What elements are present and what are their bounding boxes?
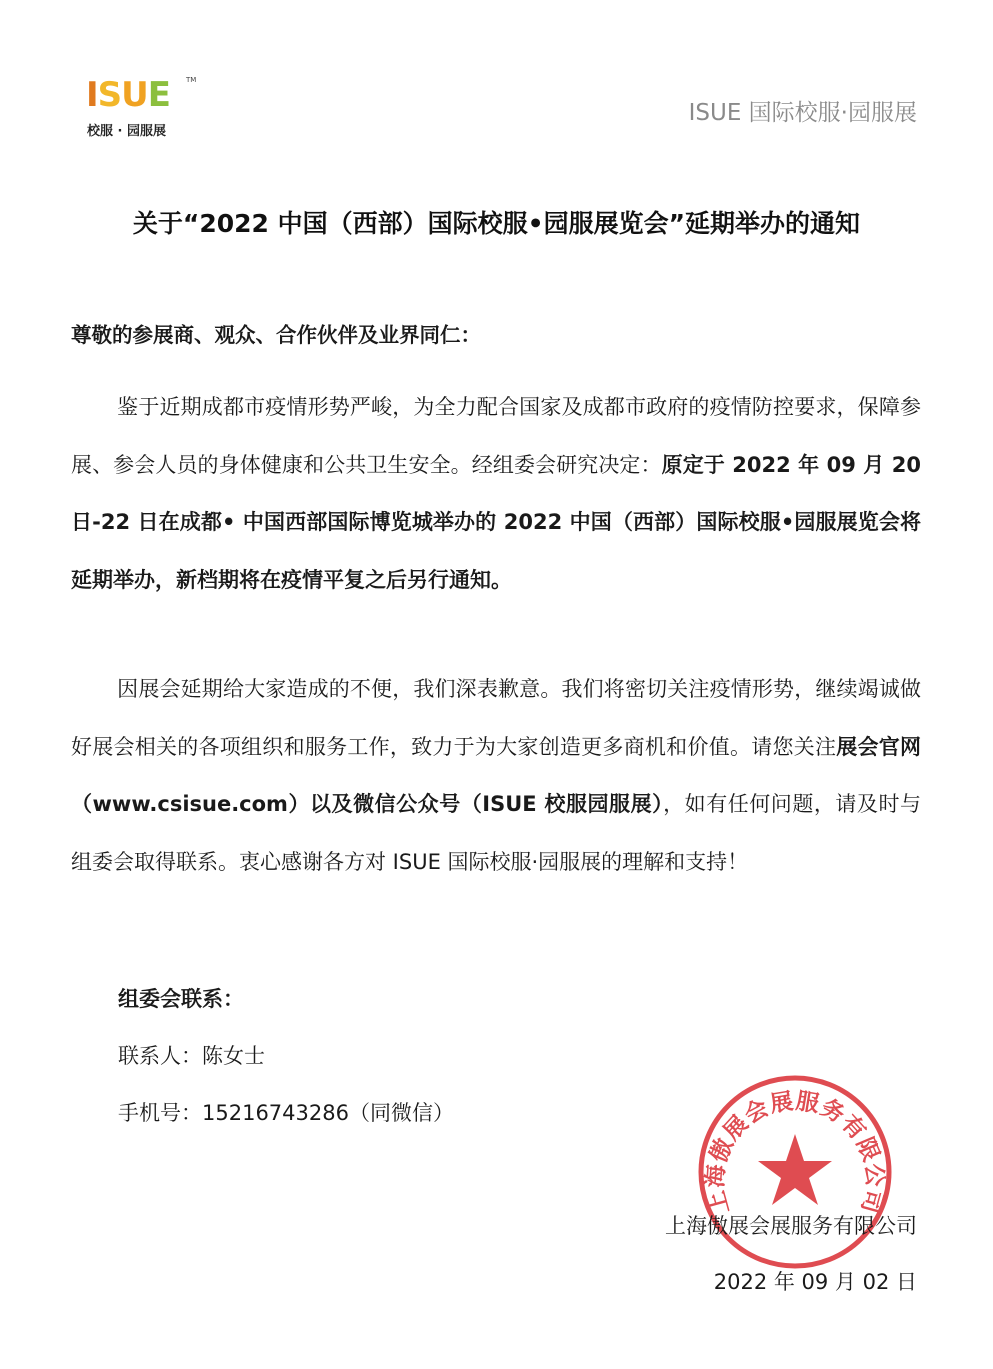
paragraph-announcement-text: 鉴于近期成都市疫情形势严峻，为全力配合国家及成都市政府的疫情防控要求，保障参展、参会人员的身体健康和公共卫生安全。经组委会研究决定： bbox=[71, 395, 921, 477]
svg-text:上海傲展会展服务有限公司: 上海傲展会展服务有限公司 bbox=[702, 1088, 888, 1217]
trademark-symbol: TM bbox=[186, 76, 197, 84]
paragraph-announcement bbox=[71, 379, 921, 609]
contact-heading: 组委会联系： bbox=[118, 987, 244, 1011]
contact-phone: 手机号：15216743286（同微信） bbox=[118, 1101, 454, 1125]
paragraph-announcement-bold: 原定于 2022 年 09 月 20 日-22 日在成都• 中国西部国际博览城举办的 2022 中国（西部）国际校服•园服展览会将延期举办，新档期将在疫情平复之后另行通知。 bbox=[71, 452, 922, 592]
company-seal bbox=[695, 1072, 895, 1272]
company-name: 上海傲展会展服务有限公司 bbox=[665, 1214, 917, 1238]
paragraph-apology bbox=[71, 661, 921, 891]
notice-date: 2022 年 09 月 02 日 bbox=[713, 1270, 917, 1294]
header-brand-text: ISUE 国际校服·园服展 bbox=[688, 100, 917, 126]
logo-subtitle: 校服 · 园服展 bbox=[87, 124, 166, 139]
star-icon bbox=[758, 1134, 832, 1205]
salutation: 尊敬的参展商、观众、合作伙伴及业界同仁： bbox=[71, 323, 481, 347]
isue-logo bbox=[86, 76, 196, 138]
logo-mark: I S U E bbox=[86, 75, 170, 115]
paragraph-apology-text-end: ，如有任何问题，请及时与组委会取得联系。衷心感谢各方对 ISUE 国际校服·园服展的理解和支持！ bbox=[71, 792, 921, 874]
paragraph-apology-text: 因展会延期给大家造成的不便，我们深表歉意。我们将密切关注疫情形势，继续竭诚做好展会相关的各项组织和服务工作，致力于为大家创造更多商机和价值。请您关注 bbox=[71, 677, 921, 759]
paragraph-apology-bold: 展会官网（www.csisue.com）以及微信公众号（ISUE 校服园服展） bbox=[71, 734, 922, 816]
notice-title: 关于“2022 中国（西部）国际校服•园服展览会”延期举办的通知 bbox=[132, 209, 861, 238]
contact-person: 联系人：陈女士 bbox=[118, 1044, 265, 1068]
